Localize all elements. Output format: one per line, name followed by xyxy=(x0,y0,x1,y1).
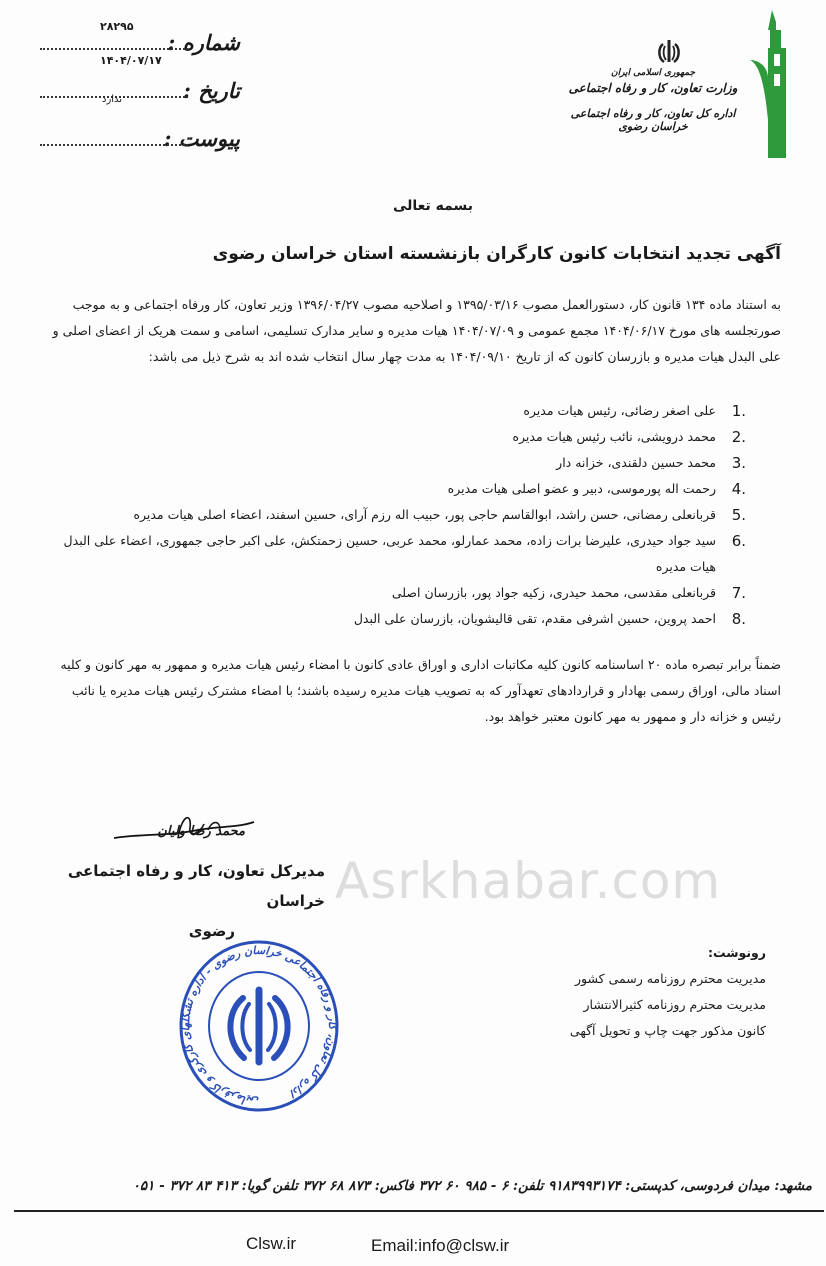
list-item xyxy=(46,450,746,476)
list-text: محمد درویشی، نائب رئیس هیات مدیره xyxy=(512,429,716,444)
number-value: ۲۸۲۹۵ xyxy=(100,20,134,33)
signature-title-line1: مدیرکل تعاون، کار و رفاه اجتماعی خراسان xyxy=(67,862,325,910)
list-number: 4. xyxy=(731,480,746,498)
ministry-logo-icon xyxy=(748,8,798,158)
attachment-label: پیوست : xyxy=(163,126,240,151)
signature-name: محمد رضا ولیان xyxy=(157,824,245,839)
seal-text: اداره کل تعاون، کار و رفاه اجتماعی خراسان رضوی - اداره تشکلهای کارگری و کارفرمایی xyxy=(179,943,340,1109)
directorate-name: اداره کل تعاون، کار و رفاه اجتماعی خراسان رضوی xyxy=(570,107,736,133)
footer-divider xyxy=(14,1210,824,1212)
ministry-header xyxy=(560,38,746,133)
country-name: جمهوری اسلامی ایران xyxy=(610,68,696,78)
list-text: قربانعلی مقدسی، محمد حیدری، زکیه جواد پور، بازرسان اصلی xyxy=(391,585,716,600)
members-list xyxy=(46,398,746,632)
cc-item: مدیریت محترم روزنامه کثیرالانتشار xyxy=(583,997,766,1012)
list-number: 5. xyxy=(731,506,746,524)
number-row xyxy=(40,20,240,56)
list-item xyxy=(46,398,746,424)
number-label: شماره : xyxy=(167,30,240,55)
bismillah: بسمه تعالی xyxy=(392,198,474,214)
attachment-value: ندارد xyxy=(102,94,123,105)
date-row xyxy=(40,54,240,105)
cc-item: مدیریت محترم روزنامه رسمی کشور xyxy=(575,971,766,986)
list-item xyxy=(46,580,746,606)
cc-block xyxy=(466,940,766,1044)
list-text: احمد پروین، حسین اشرفی مقدم، تقی قالیشویان، بازرسان علی البدل xyxy=(353,611,716,626)
list-item xyxy=(46,528,788,580)
attachment-row xyxy=(40,122,240,152)
list-text: قربانعلی رمضانی، حسن راشد، ابوالقاسم حاجی پور، حبیب اله رزم آرای، حسین اسفند، اعضاء اصلی هیات مدیره xyxy=(133,507,716,522)
cc-label: رونوشت: xyxy=(707,945,766,960)
list-item xyxy=(46,476,746,502)
list-number: 2. xyxy=(731,428,746,446)
ministry-name: وزارت تعاون، کار و رفاه اجتماعی xyxy=(568,81,738,95)
cc-item: کانون مذکور جهت چاپ و تحویل آگهی xyxy=(569,1023,766,1038)
watermark: Asrkhabar.com xyxy=(335,852,722,910)
list-text: سید جواد حیدری، علیرضا برات زاده، محمد عمارلو، محمد عربی، حسین زحمتکش، علی اکبر حاجی جمهوری، اعضاء علی البدل هیات مدیره xyxy=(63,533,716,574)
list-item xyxy=(46,502,746,528)
date-value: ۱۴۰۴/۰۷/۱۷ xyxy=(100,54,162,67)
list-number: 8. xyxy=(731,610,746,628)
list-text: محمد حسین دلقندی، خزانه دار xyxy=(556,455,716,470)
footer-address: مشهد: میدان فردوسی، کدپستی: ۹۱۸۳۹۹۳۱۷۴ تلفن: ۶ - ۹۸۵ ۶۰ ۳۷۲ فاکس: ۸۷۳ ۶۸ ۳۷۲ تلفن گویا: ۴۱۳ ۸۳ ۳۷۲ - ۰۵۱ xyxy=(132,1178,812,1194)
number-dots xyxy=(40,48,188,50)
attachment-dots xyxy=(40,144,188,146)
page-title: آگهی تجدید انتخابات کانون کارگران بازنشسته استان خراسان رضوی xyxy=(212,244,781,264)
footer-email: Email:info@clsw.ir xyxy=(371,1236,510,1255)
list-number: 7. xyxy=(731,584,746,602)
footer-website: Clsw.ir xyxy=(246,1234,297,1253)
list-item xyxy=(46,424,746,450)
list-number: 3. xyxy=(731,454,746,472)
list-number: 1. xyxy=(731,402,746,420)
signature-title-line2: رضوی xyxy=(188,922,235,940)
closing-paragraph: ضمناً برابر تبصره ماده ۲۰ اساسنامه کانون کلیه مکاتبات اداری و اوراق عادی کانون با امضاء رئیس هیات مدیره و ممهور به مهر کانون و کلیه اسناد مالی، اوراق رسمی بهادار و قراردادهای تعهدآور که به تصویب هیات مدیره رسیده باشند؛ با امضاء مشترک رئیس هیات مدیره یا نائب رئیس و خزانه دار و ممهور به مهر کانون معتبر خواهد بود. xyxy=(60,657,781,724)
list-number: 6. xyxy=(731,532,746,550)
list-text: علی اصغر رضائی، رئیس هیات مدیره xyxy=(523,403,716,418)
list-item xyxy=(46,606,746,632)
signature-title xyxy=(35,856,325,946)
intro-paragraph: به استناد ماده ۱۳۴ قانون کار، دستورالعمل مصوب ۱۳۹۵/۰۳/۱۶ و اصلاحیه مصوب ۱۳۹۶/۰۴/۲۷ وزیر تعاون، کار ورفاه اجتماعی و به موجب صورتجلسه های مورخ ۱۴۰۴/۰۶/۱۷ مجمع عمومی و ۱۴۰۴/۰۷/۰۹ هیات مدیره و سایر مدارک تسلیمی، اسامی و سمت هریک از اعضای اصلی و علی البدل هیات مدیره و بازرسان کانون که از تاریخ ۱۴۰۴/۰۹/۱۰ به مدت چهار سال انتخاب شده اند به شرح ذیل می باشد: xyxy=(52,297,781,364)
list-text: رحمت اله پورموسی، دبیر و عضو اصلی هیات مدیره xyxy=(447,481,716,496)
official-seal-icon xyxy=(178,938,340,1114)
date-label: تاریخ : xyxy=(183,78,240,103)
